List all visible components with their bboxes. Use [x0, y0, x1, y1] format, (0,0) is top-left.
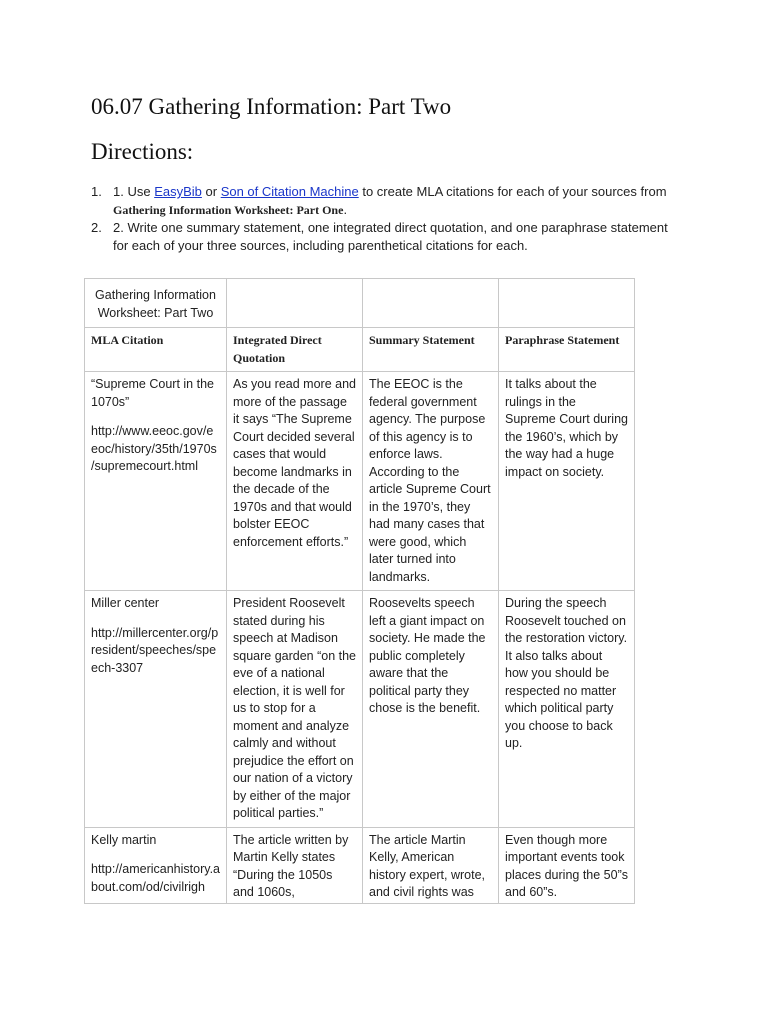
- citation-cell: [85, 827, 227, 903]
- citation-source-name: Kelly martin: [91, 832, 157, 847]
- direction-item-1: [91, 183, 671, 219]
- direction-text-prefix: 1. Use: [113, 184, 155, 199]
- table-title-row: [85, 279, 635, 328]
- direction-number: 1.: [91, 184, 102, 199]
- citation-cell: [85, 372, 227, 591]
- table-title-cell: Gathering Information Worksheet: Part Two: [85, 279, 227, 328]
- table-row: [85, 372, 635, 591]
- paraphrase-cell: It talks about the rulings in the Supreme Court during the 1960’s, which by the way had a huge impact on society.: [499, 372, 635, 591]
- header-integrated-direct-quotation: Integrated Direct Quotation: [227, 328, 363, 372]
- quotation-cell: President Roosevelt stated during his speech at Madison square garden “on the eve of a national election, it is well for us to stop for a moment and analyze calmly and without prejudice the effort on our nation of a victory by either of the major political parties.”: [227, 591, 363, 828]
- citation-url: http://americanhistory.about.com/od/civilrigh: [91, 862, 220, 894]
- summary-cell: [363, 827, 499, 903]
- citation-url: http://millercenter.org/president/speeches/speech-3307: [91, 625, 219, 675]
- empty-cell: [499, 279, 635, 328]
- direction-number: 2.: [91, 220, 102, 235]
- citation-source-name: “Supreme Court in the 1070s”: [91, 377, 214, 409]
- direction-text-end: .: [343, 202, 348, 217]
- paraphrase-cell: During the speech Roosevelt touched on the restoration victory. It also talks about how you should be respected no matter which political party you choose to back up.: [499, 591, 635, 828]
- direction-text-between: or: [201, 184, 221, 199]
- directions-heading: Directions:: [91, 139, 194, 164]
- direction-item-2: [91, 219, 671, 255]
- table-row: [85, 827, 635, 903]
- table-header-row: [85, 328, 635, 372]
- quotation-cell: [227, 827, 363, 903]
- direction-text: 2. Write one summary statement, one integrated direct quotation, and one paraphrase statement for each of your three sources, including parenthetical citations for each.: [113, 220, 668, 253]
- direction-text-suffix: to create MLA citations for each of your sources from: [358, 184, 667, 199]
- directions-list: [91, 183, 671, 255]
- summary-cell: The EEOC is the federal government agency. The purpose of this agency is to enforce laws. According to the article Supreme Court in the 1970’s, they had many cases that were good, which later turned into landmarks.: [363, 372, 499, 591]
- empty-cell: [363, 279, 499, 328]
- empty-cell: [227, 279, 363, 328]
- table-row: [85, 591, 635, 828]
- document-title: 06.07 Gathering Information: Part Two: [91, 94, 452, 119]
- paraphrase-cell: [499, 827, 635, 903]
- header-paraphrase-statement: Paraphrase Statement: [499, 328, 635, 372]
- son-of-citation-machine-link[interactable]: Son of Citation Machine: [220, 184, 359, 199]
- easybib-link[interactable]: EasyBib: [154, 184, 202, 199]
- header-mla-citation: MLA Citation: [85, 328, 227, 372]
- summary-cell: Roosevelts speech left a giant impact on society. He made the public completely aware that the political party they chose is the benefit.: [363, 591, 499, 828]
- quotation-text: The article written by Martin Kelly states “During the 1050s and 1060s,: [233, 832, 349, 899]
- citation-cell-content: [91, 832, 220, 899]
- quotation-cell: As you read more and more of the passage it says “The Supreme Court decided several cases that would become landmarks in the decade of the 1970s and that would bolster EEOC enforcement efforts.”: [227, 372, 363, 591]
- citation-source-name: Miller center: [91, 596, 160, 610]
- header-summary-statement: Summary Statement: [363, 328, 499, 372]
- paraphrase-text: Even though more important events took places during the 50”s and 60”s.: [505, 832, 628, 899]
- citation-cell: [85, 591, 227, 828]
- citation-url: http://www.eeoc.gov/eeoc/history/35th/1970s/supremecourt.html: [91, 424, 217, 473]
- summary-text: The article Martin Kelly, American history expert, wrote, and civil rights was: [369, 832, 486, 899]
- worksheet-table: [84, 278, 635, 904]
- worksheet-part-one-reference: Gathering Information Worksheet: Part One: [113, 203, 344, 217]
